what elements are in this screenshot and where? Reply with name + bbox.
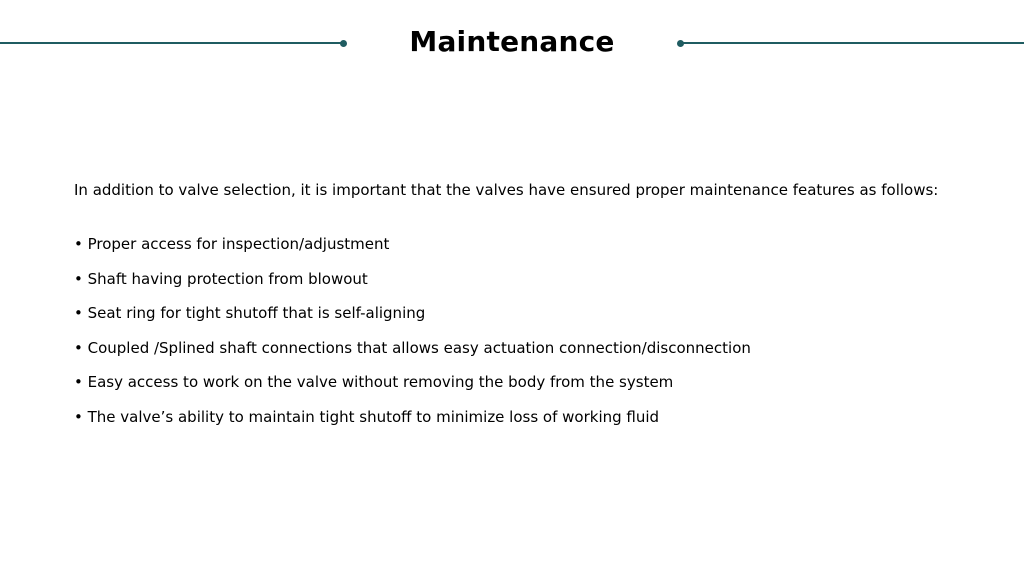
title-divider-left [0, 42, 343, 44]
list-item: • Seat ring for tight shutoff that is self-aligning [74, 304, 426, 323]
intro-paragraph: In addition to valve selection, it is important that the valves have ensured proper maintenance features as follows: [74, 181, 939, 199]
feature-list [74, 234, 1004, 427]
title-divider-right [681, 42, 1024, 44]
list-item: • Proper access for inspection/adjustment [74, 235, 390, 253]
list-item: • Shaft having protection from blowout [74, 269, 368, 288]
list-item: • Easy access to work on the valve without removing the body from the system [74, 373, 674, 392]
slide-title: Maintenance [409, 25, 615, 58]
list-item: • The valve’s ability to maintain tight shutoff to minimize loss of working fluid [74, 407, 660, 426]
slide-body [74, 180, 1004, 442]
list-item: • Coupled /Splined shaft connections that allows easy actuation connection/disconnection [74, 338, 751, 357]
title-divider-left-dot [340, 40, 347, 47]
